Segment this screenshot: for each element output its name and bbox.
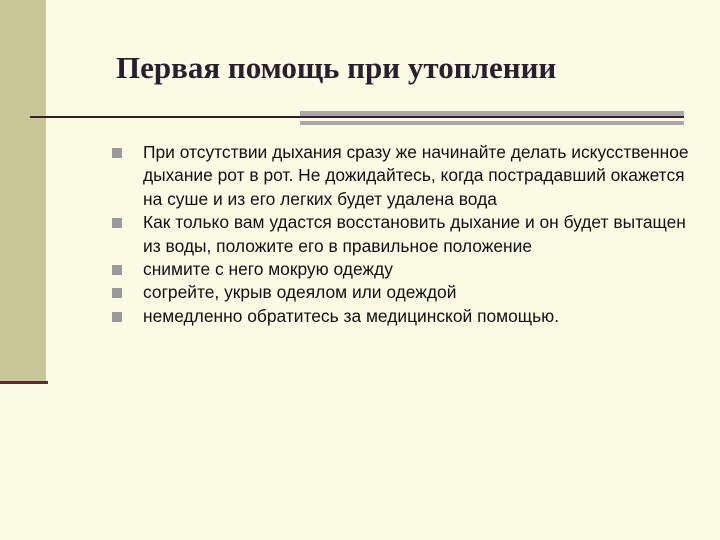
bullet-item — [112, 211, 692, 258]
bullet-text: снимите с него мокрую одежду — [143, 259, 393, 280]
slide-title: Первая помощь при утоплении — [116, 50, 557, 85]
bullet-item — [112, 141, 692, 211]
bullet-item — [112, 305, 692, 328]
side-decor-underline — [0, 381, 48, 384]
bullet-item — [112, 258, 692, 281]
square-bullet-icon — [112, 288, 122, 298]
bullet-list — [112, 141, 692, 328]
bullet-text: При отсутствии дыхания сразу же начинайте делать искусственное дыхание рот в рот. Не дожидайтесь, когда пострадавший окажется на суше и из его легких будет удалена вода — [143, 142, 689, 209]
bullet-text: немедленно обратитесь за медицинской помощью. — [143, 305, 560, 326]
square-bullet-icon — [112, 218, 122, 228]
square-bullet-icon — [112, 148, 122, 158]
bullet-text: согрейте, укрыв одеялом или одеждой — [143, 282, 457, 303]
bullet-text: Как только вам удастся восстановить дыхание и он будет вытащен из воды, положите его в правильное положение — [143, 212, 686, 256]
square-bullet-icon — [112, 312, 122, 322]
title-rule-grey-bottom — [300, 121, 684, 125]
bullet-item — [112, 281, 692, 304]
title-rule-dark — [30, 116, 684, 118]
square-bullet-icon — [112, 265, 122, 275]
side-decor-band — [0, 0, 46, 383]
